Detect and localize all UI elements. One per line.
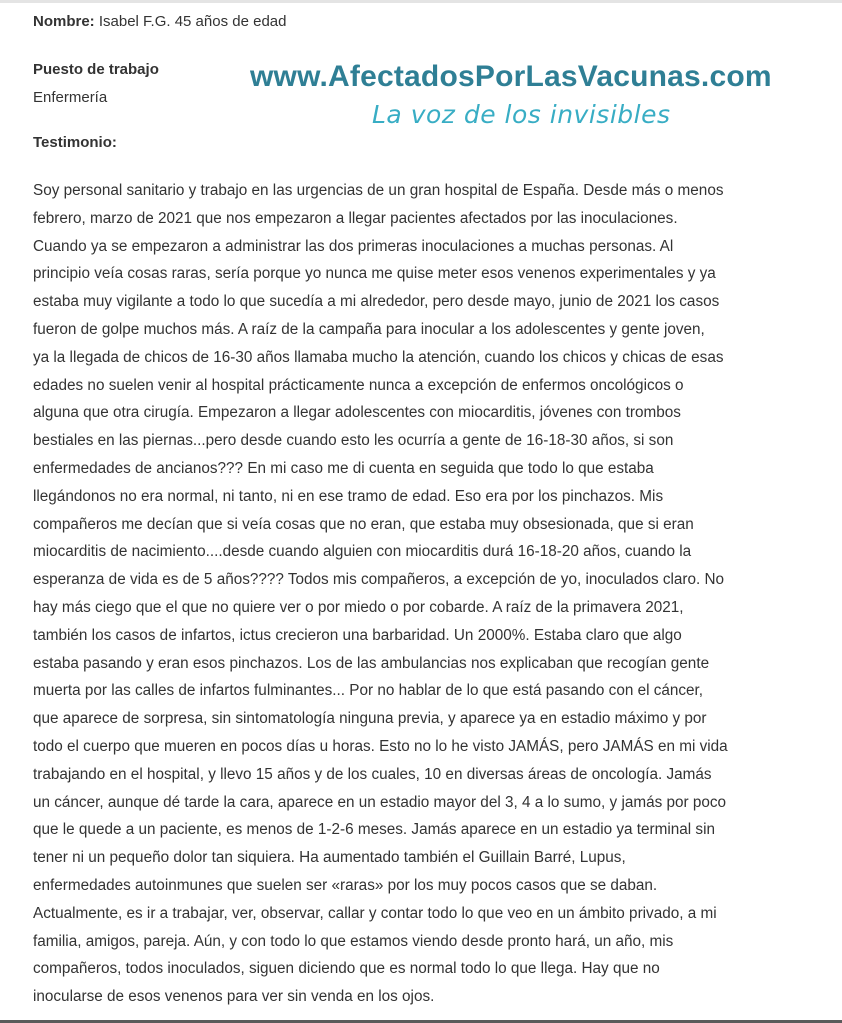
testimonio-line: estaba pasando y eran esos pinchazos. Los de las ambulancias nos explicaban que recogían gente <box>33 654 710 672</box>
testimonio-line: trabajando en el hospital, y llevo 15 años y de los cuales, 10 en diversas áreas de oncología. Jamás <box>33 765 712 783</box>
testimonio-line: estaba muy vigilante a todo lo que sucedía a mi alrededor, pero desde mayo, junio de 2021 los casos <box>33 293 720 311</box>
testimonio-line: muerta por las calles de infartos fulminantes... Por no hablar de lo que está pasando con el cáncer, <box>33 682 704 700</box>
testimonio-line: miocarditis de nacimiento....desde cuando alguien con miocarditis durá 16-18-20 años, cuando la <box>33 543 692 561</box>
testimonio-line: edades no suelen venir al hospital prácticamente nunca a excepción de enfermos oncológicos o <box>33 376 684 394</box>
testimonio-line: inocularse de esos venenos para ver sin venda en los ojos. <box>33 988 435 1006</box>
nombre-field <box>33 13 286 30</box>
puesto-value: Enfermería <box>33 89 108 106</box>
watermark-tagline: La voz de los invisibles <box>372 100 671 129</box>
testimonio-line: que aparece de sorpresa, sin sintomatología ninguna previa, y aparece ya en estadio máximo y por <box>33 710 707 728</box>
testimonio-line: Soy personal sanitario y trabajo en las urgencias de un gran hospital de España. Desde más o menos <box>33 182 724 199</box>
testimonio-line: bestiales en las piernas...pero desde cuando esto les ocurría a gente de 16-18-30 años, si son <box>33 432 674 450</box>
testimonio-line: febrero, marzo de 2021 que nos empezaron a llegar pacientes afectados por las inoculaciones. <box>33 209 678 227</box>
testimonio-line: principio veía cosas raras, sería porque yo nunca me quise meter esos venenos experimentales y ya <box>33 265 716 283</box>
nombre-value: Isabel F.G. 45 años de edad <box>98 13 287 30</box>
testimonio-line: llegándonos no era normal, ni tanto, ni en ese tramo de edad. Eso era por los pinchazos. Mis <box>33 487 664 505</box>
testimonio-line: hay más ciego que el que no quiere ver o por miedo o por cobarde. A raíz de la primavera 2021, <box>33 598 684 616</box>
testimonio-line: un cáncer, aunque dé tarde la cara, aparece en un estadio mayor del 3, 4 a lo sumo, y jamás por poco <box>33 793 727 811</box>
testimonio-line: todo el cuerpo que mueren en pocos días u horas. Esto no lo he visto JAMÁS, pero JAMÁS en mi vida <box>33 737 728 755</box>
testimonio-line: fueron de golpe muchos más. A raíz de la campaña para inocular a los adolescentes y gente joven, <box>33 320 705 338</box>
puesto-label: Puesto de trabajo <box>33 61 159 78</box>
testimonio-line: compañeros, todos inoculados, siguen diciendo que es normal todo lo que llega. Hay que no <box>33 960 660 978</box>
testimonio-line: tener ni un pequeño dolor tan siquiera. Ha aumentado también el Guillain Barré, Lupus, <box>33 849 626 867</box>
testimonio-line: que le quede a un paciente, es menos de 1-2-6 meses. Jamás aparece en un estadio ya terminal sin <box>33 821 715 839</box>
top-divider <box>0 0 842 3</box>
nombre-label: Nombre: <box>33 13 95 30</box>
testimonio-line: enfermedades autoinmunes que suelen ser «raras» por los muy pocos casos que se daban. <box>33 876 658 894</box>
testimonio-line: compañeros me decían que si veía cosas que no eran, que estaba muy obsesionada, que si eran <box>33 515 694 533</box>
watermark-site: www.AfectadosPorLasVacunas.com <box>250 60 772 93</box>
testimonio-line: Actualmente, es ir a trabajar, ver, observar, callar y contar todo lo que veo en un ámbito privado, a mi <box>33 904 717 922</box>
testimonio-line: enfermedades de ancianos??? En mi caso me di cuenta en seguida que todo lo que estaba <box>33 459 654 477</box>
testimonio-line: también los casos de infartos, ictus crecieron una barbaridad. Un 2000%. Estaba claro que algo <box>33 626 682 644</box>
testimonio-line: familia, amigos, pareja. Aún, y con todo lo que estamos viendo desde pronto hará, un año, mis <box>33 932 674 950</box>
testimonio-label: Testimonio: <box>33 134 117 151</box>
testimonio-line: ya la llegada de chicos de 16-30 años llamaba mucho la atención, cuando los chicos y chicas de esas <box>33 348 724 366</box>
testimonio-text <box>33 177 728 1011</box>
testimonio-line: esperanza de vida es de 5 años???? Todos mis compañeros, a excepción de yo, inoculados claro. No <box>33 571 725 589</box>
testimonio-line: alguna que otra cirugía. Empezaron a llegar adolescentes con miocarditis, jóvenes con trombos <box>33 404 681 422</box>
testimonio-line: Cuando ya se empezaron a administrar las dos primeras inoculaciones a muchas personas. Al <box>33 237 674 255</box>
